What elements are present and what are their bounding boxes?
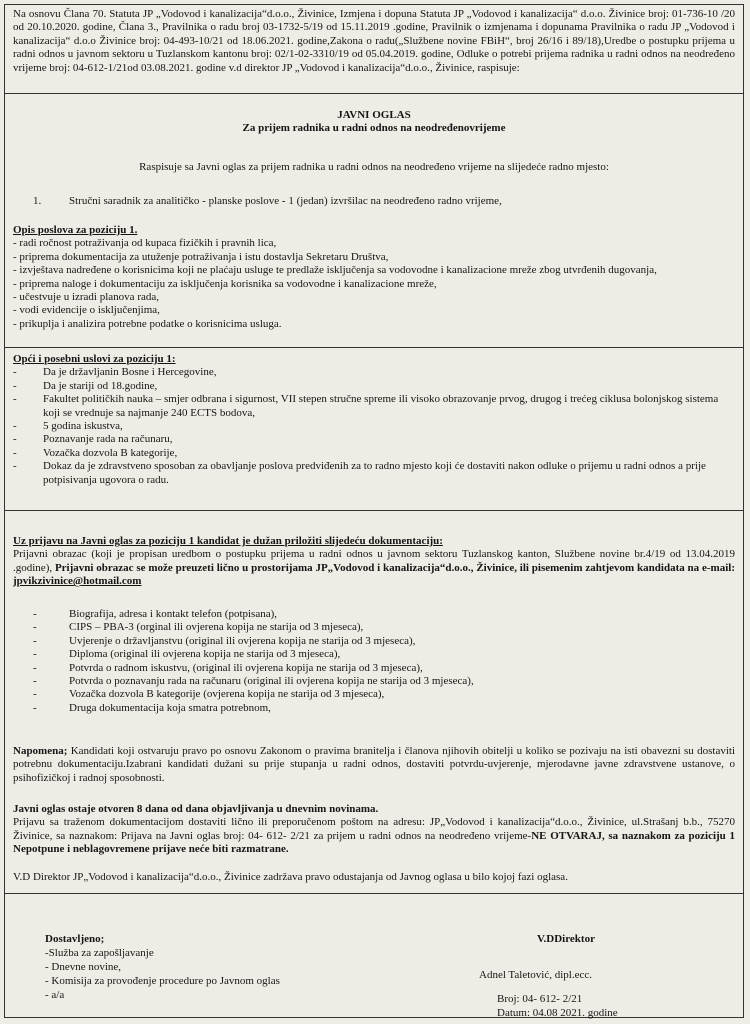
document-item: - Potvrda o poznavanju rada na računaru (original ili ovjerena kopija ne starija od 3 mjeseca), bbox=[33, 675, 474, 688]
condition-item: - 5 godina iskustva, bbox=[13, 420, 123, 433]
email-link[interactable]: jpvikzivinice@hotmail.com bbox=[13, 575, 142, 588]
document-item: - Biografija, adresa i kontakt telefon (potpisana), bbox=[33, 608, 278, 620]
divider bbox=[5, 347, 743, 348]
application-form-paragraph: Prijavni obrazac (koji je propisan uredbom o postupku prijema u radni odnos u javnom sektoru Tuzlanskog kanton, Službene novine br.4/19 od 13.04.2019 .godine), Prijavni obrazac se može preuzeti lično u prostorijama JP„Vodovod i kanalizacija“d.o.o., Živinice, ili pisemenim zahtjevom kandidata na e-mail: jpvikzivinice@hotmail.com bbox=[13, 548, 735, 588]
divider bbox=[5, 893, 743, 894]
document-item: - Diploma (original ili ovjerena kopija ne starija od 3 mjeseca), bbox=[33, 648, 341, 661]
document-number: Broj: 04- 612- 2/21 bbox=[497, 993, 583, 1005]
duty-item: - učestvuje u izradi planova rada, bbox=[13, 291, 159, 304]
delivery-item: -Služba za zapošljavanje bbox=[45, 947, 154, 959]
conditions-section bbox=[5, 353, 743, 487]
subtitle: Za prijem radnika u radni odnos na neodređenovrijeme bbox=[242, 122, 506, 134]
position-number: 1. bbox=[33, 195, 42, 207]
duties-heading: Opis poslova za poziciju 1. bbox=[13, 224, 138, 236]
divider bbox=[5, 510, 743, 511]
delivery-item: - a/a bbox=[45, 989, 65, 1001]
condition-item: - Da je državljanin Bosne i Hercegovine, bbox=[13, 366, 217, 379]
open-period-heading: Javni oglas ostaje otvoren 8 dana od dana objavljivanja u dnevnim novinama. bbox=[13, 803, 379, 815]
condition-item: - Dokaz da je zdravstveno sposoban za obavljanje poslova predviđenih za to radno mjesto koji će dostaviti nakon odluke o prijemu u radni odnos a prije potpisivanja ugovora o radu. bbox=[13, 460, 706, 486]
duty-item: - priprema naloge i dokumentaciju za isključenja korisnika sa vodovodne i kanalizacione mreže, bbox=[13, 277, 437, 290]
document-item: - Potvrda o radnom iskustvu, (original ili ovjerena kopija ne starija od 3 mjeseca), bbox=[33, 661, 423, 674]
position-text: Stručni saradnik za analitičko - planske poslove - 1 (jedan) izvršilac na neodređeno radno vrijeme, bbox=[69, 195, 502, 207]
note-text: Kandidati koji ostvaruju pravo po osnovu Zakonom o pravima branitelja i članova njihovih obitelji u koliko se pozivaju na isti obavezni su dostaviti potrebnu dokumentaciju.Izabrani kandidati dužani su prije stupanja u radni odnos, dostaviti potvrdu-uvjerenje, mjerodavne javne zdravstvene ustanove, o psihofizičkoj i radnoj sposobnosti. bbox=[13, 745, 735, 784]
delivery-heading: Dostavljeno; bbox=[45, 933, 105, 945]
note-label: Napomena; bbox=[13, 745, 68, 757]
duties-section bbox=[5, 224, 743, 331]
reserve-clause: V.D Direktor JP„Vodovod i kanalizacija“d.o.o., Živinice zadržava pravo odustajanja od Javnog oglasa u bilo kojoj fazi oglasa. bbox=[13, 871, 568, 883]
divider bbox=[5, 93, 743, 94]
duty-item: - prikuplja i analizira potrebne podatke o korisnicima usluga. bbox=[13, 317, 282, 330]
document-item: - Vozačka dozvola B kategorije (ovjerena kopija ne starija od 3 mjeseca), bbox=[33, 688, 385, 701]
title: JAVNI OGLAS bbox=[337, 109, 411, 121]
note-paragraph bbox=[5, 745, 743, 785]
announcement-line: Raspisuje sa Javni oglas za prijem radnika u radni odnos na neodređeno vrijeme na slijedeće radno mjesto: bbox=[139, 161, 609, 173]
document-item: - CIPS – PBA-3 (orginal ili ovjerena kopija ne starija od 3 mjeseca), bbox=[33, 621, 364, 634]
delivery-list bbox=[45, 932, 280, 1002]
submission-paragraph: Prijavu sa traženom dokumentacijom dostaviti lično ili preporučenom poštom na adresu: JP„Vodovod i kanalizacija“d.o.o., Živinice, ul.Strašanj b.b., 75270 Živinice, sa naznakom: Prijava na Javni oglas broj: 04- 612- 2/21 za prijem u radni odnos na neodređeno vrijeme-NE OTVARAJ, sa naznakom za poziciju 1 Nepotpune i neblagovremene prijave neće biti razmatrane. bbox=[13, 816, 735, 856]
duty-item: - priprema dokumentacija za utuženje potraživanja i istu dostavlja Sekretaru Društva, bbox=[13, 250, 389, 263]
document-item: - Uvjerenje o državljanstvu (original ili ovjerena kopija ne starija od 3 mjeseca), bbox=[33, 634, 416, 647]
duty-item: - izvještava nadređene o korisnicima koji ne plaćaju usluge te predlaže isključenja sa vodovodne i kanalizacione mreže zbog utvrđenih dugovanja, bbox=[13, 264, 657, 277]
open-period-section bbox=[5, 803, 743, 857]
document-item: - Druga dokumentacija koja smatra potrebnom, bbox=[33, 701, 271, 714]
delivery-item: - Dnevne novine, bbox=[45, 961, 122, 973]
documents-list bbox=[5, 608, 743, 715]
duty-item: - radi ročnost potraživanja od kupaca fizičkih i pravnih lica, bbox=[13, 237, 277, 250]
documents-heading: Uz prijavu na Javni oglas za poziciju 1 kandidat je dužan priložiti slijedeću dokumentaciju: bbox=[13, 535, 443, 547]
condition-item: - Fakultet političkih nauka – smjer odbrana i sigurnost, VII stepen stručne spreme ili visoko obrazovanje prvog, drugog i trećeg ciklusa bolonjskog sistema koji se vrednuje sa najmanje 240 ECTS bodova, bbox=[13, 393, 719, 419]
delivery-item: - Komisija za provođenje procedure po Javnom oglas bbox=[45, 975, 280, 987]
condition-item: - Poznavanje rada na računaru, bbox=[13, 433, 173, 446]
condition-item: - Da je stariji od 18.godine, bbox=[13, 379, 158, 392]
announcement-frame bbox=[4, 4, 744, 1018]
signer-name: Adnel Taletović, dipl.ecc. bbox=[479, 969, 592, 981]
duty-item: - vodi evidencije o isključenjima, bbox=[13, 304, 160, 317]
condition-item: - Vozačka dozvola B kategorije, bbox=[13, 446, 178, 459]
document-date: Datum: 04.08 2021. godine bbox=[497, 1007, 618, 1019]
documents-section bbox=[5, 535, 743, 589]
footer-block bbox=[5, 910, 743, 1020]
signer-role: V.DDirektor bbox=[537, 933, 595, 945]
legal-basis-paragraph: Na osnovu Člana 70. Statuta JP „Vodovod i kanalizacija“d.o.o., Živinice, Izmjena i dopuna Statuta JP „Vodovod i kanalizacija“ d.o.o. Živinice broj: 01-736-10 /20 od 20.10.2020. godine, Člana 3., Pravilnika o radu broj 03-1732-5/19 od 15.11.2019 .godine, Pravilnik o izmjenama i dopunama Pravilnika o radu JP „Vodovod i kanalizacija“ d.o.o Živinice broj: 04-493-10/21 od 18.06.2021. godine,Zakona o radu(„Službene novine FBiH“, broj 26/16 i 89/18),Uredbe o postupku prijema u radni odnos u javnom sektoru u Tuzlanskom kantonu broj: 02/1-02-3310/19 od 05.04.2019. godine, Odluke o potrebi prijema radnika u radni odnos na neodređeno vrijeme broj: 04-612-1/21od 03.08.2021. godine v.d direktor JP „Vodovod i kanalizacija“d.o.o., Živinice, raspisuje: bbox=[13, 8, 735, 74]
position-line bbox=[5, 195, 743, 208]
conditions-heading: Opći i posebni uslovi za poziciju 1: bbox=[13, 353, 176, 365]
